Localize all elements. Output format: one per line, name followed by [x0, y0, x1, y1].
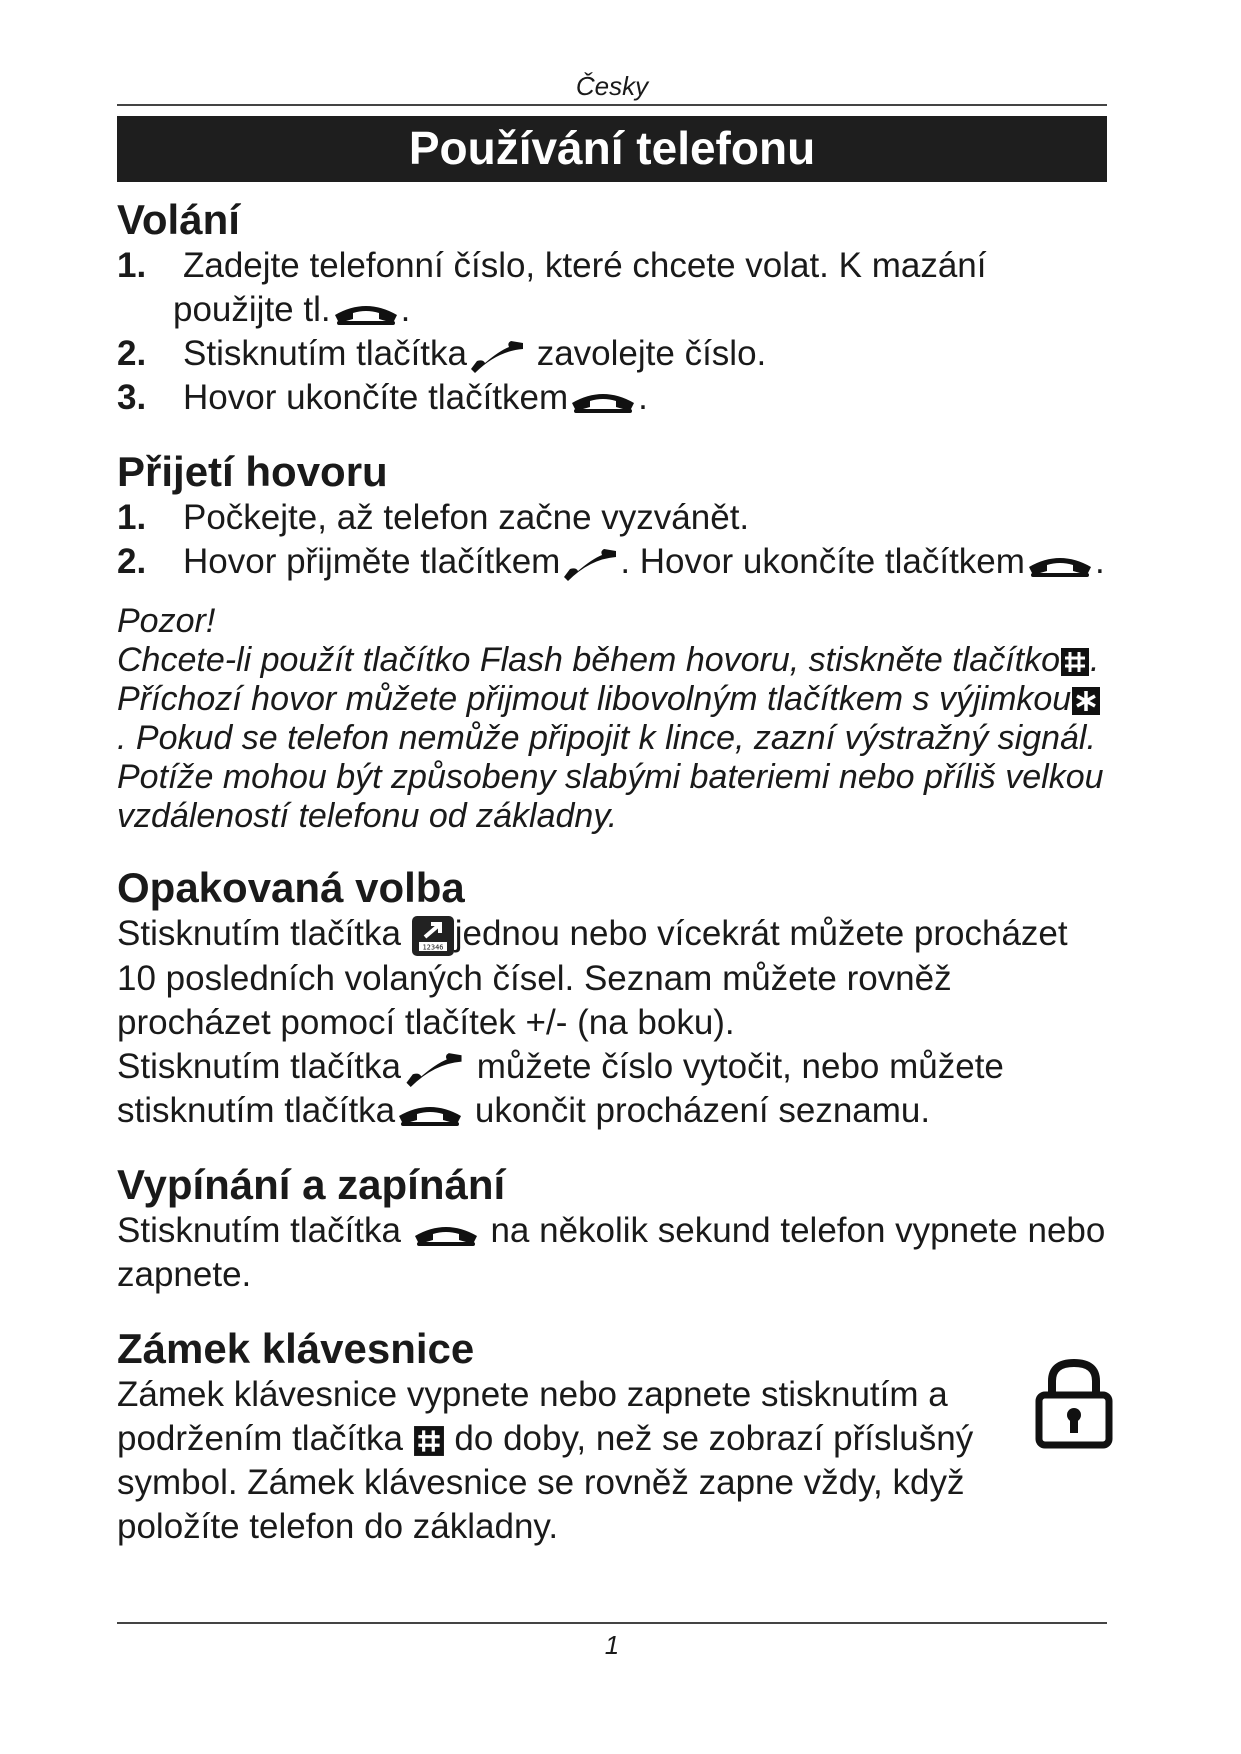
step-text: použijte tl. — [173, 290, 331, 329]
step-text: Počkejte, až telefon začne vyzvánět. — [183, 498, 750, 537]
section-heading-keylock: Zámek klávesnice — [117, 1324, 475, 1372]
step-number: 1. — [117, 498, 147, 537]
end-call-icon — [395, 1098, 465, 1128]
redial-key-icon — [411, 915, 455, 957]
end-call-icon — [411, 1218, 481, 1248]
lock-icon — [1035, 1357, 1113, 1454]
section-heading-calling: Volání — [117, 196, 240, 243]
call-icon — [401, 1051, 467, 1087]
warning-note — [117, 602, 1107, 836]
section-heading-power: Vypínání a zapínání — [117, 1160, 506, 1208]
step-text: zavolejte číslo. — [526, 334, 767, 373]
list-item — [117, 376, 1107, 420]
step-text: . — [1094, 542, 1105, 581]
end-call-icon — [331, 297, 401, 327]
step-text: Hovor přijměte tlačítkem — [183, 542, 561, 581]
call-icon — [467, 339, 527, 373]
hash-key-icon — [413, 1425, 445, 1457]
manual-page — [117, 68, 1107, 1549]
redial-text: Stisknutím tlačítka 12346 jednou nebo vícekrát můžete procházet 10 posledních volaných čísel. Seznam můžete rovněž procházet pomocí tlačítek +/- (na boku). Stisknutím tlačítka můžete číslo vytočit, nebo můžete stisknutím tlačítka ukončit procházení seznamu. — [117, 914, 1068, 1130]
section-heading-redial: Opakovaná volba — [117, 864, 465, 911]
note-body: Chcete-li použít tlačítko Flash během hovoru, stiskněte tlačítko . Příchozí hovor můžete přijmout libovolným tlačítkem s výjimkou . Pokud se telefon nemůže připojit k lince, zazní výstražný signál. Potíže mohou být způsobeny slabými bateriemi nebo příliš velkou vzdáleností telefonu od základny. — [117, 641, 1104, 835]
call-icon — [560, 547, 620, 581]
star-key-icon — [1071, 686, 1101, 716]
step-text: Hovor ukončíte tlačítkem — [183, 378, 569, 417]
header-divider — [117, 104, 1107, 106]
step-number: 3. — [117, 378, 147, 417]
page-title: Používání telefonu — [117, 116, 1107, 182]
keylock-section — [117, 1325, 1107, 1549]
keylock-text: Zámek klávesnice vypnete nebo zapnete stisknutím a podržením tlačítka do doby, než se zobrazí příslušný symbol. Zámek klávesnice se rovněž zapne vždy, když položíte telefon do základny. — [117, 1374, 974, 1546]
step-text: Zadejte telefonní číslo, které chcete volat. K mazání — [183, 246, 987, 285]
step-number: 2. — [117, 334, 147, 373]
list-item — [117, 332, 1107, 376]
end-call-icon — [1025, 549, 1095, 579]
section-heading-receiving: Přijetí hovoru — [117, 448, 388, 495]
end-call-icon — [568, 385, 638, 415]
power-text: Stisknutím tlačítka na několik sekund telefon vypnete nebo zapnete. — [117, 1210, 1106, 1294]
hash-key-icon — [1060, 647, 1090, 677]
step-number: 2. — [117, 542, 147, 581]
step-text: Stisknutím tlačítka — [183, 334, 467, 373]
step-number: 1. — [117, 246, 147, 285]
step-text: . — [638, 378, 648, 417]
footer-divider — [117, 1622, 1107, 1624]
list-item — [117, 540, 1107, 584]
list-item: 1. Zadejte telefonní číslo, které chcete volat. K mazání použijte tl. . — [117, 246, 987, 329]
list-item — [117, 496, 1107, 540]
receiving-steps — [117, 496, 1107, 584]
note-title: Pozor! — [117, 602, 216, 640]
step-text: . Hovor ukončíte tlačítkem — [620, 542, 1025, 581]
redial-key-label: 12346 — [422, 943, 444, 952]
page-number: 1 — [604, 1630, 620, 1660]
language-label: Česky — [575, 71, 649, 101]
calling-steps — [117, 244, 1107, 420]
